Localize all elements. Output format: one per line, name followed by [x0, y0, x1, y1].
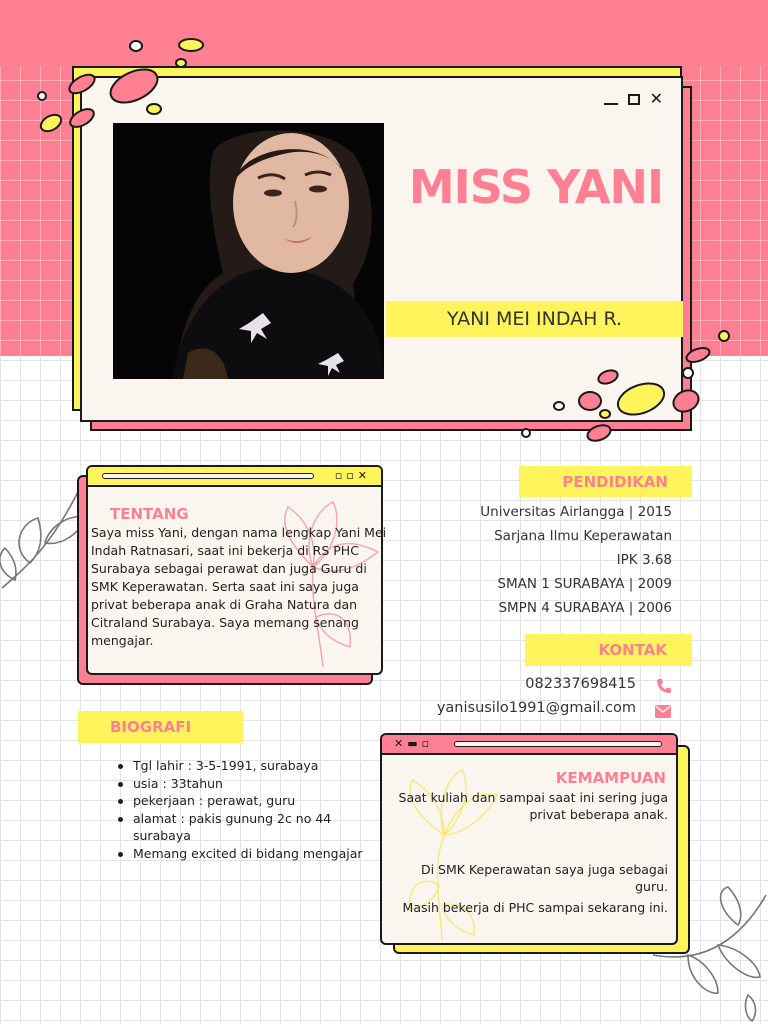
about-text: Saya miss Yani, dengan nama lengkap Yani Mei Indah Ratnasari, saat ini bekerja di RS PHC Surabaya sebagai perawat dan juga Guru di SMK Keperawatan. Serta saat ini saya juga privat beberapa anak di Graha Natura dan Citraland Surabaya. Saya memang senang mengajar. — [91, 525, 387, 648]
window-controls-icon: ✕▬▫ — [394, 737, 434, 750]
full-name-text: YANI MEI INDAH R. — [446, 308, 623, 330]
window-controls-icon: ▫▫✕ — [334, 469, 371, 482]
about-title: TENTANG — [110, 505, 189, 523]
skills-paragraph: Masih bekerja di PHC sampai sekarang ini. — [402, 900, 668, 915]
blob-decoration-top-left — [36, 36, 216, 136]
education-line: IPK 3.68 — [616, 552, 672, 568]
skills-paragraph: Di SMK Keperawatan saya juga sebagai guru. — [420, 862, 668, 894]
education-line: Universitas Airlangga | 2015 — [480, 504, 672, 520]
list-item: Tgl lahir : 3-5-1991, surabaya — [116, 757, 376, 775]
email-address: yanisusilo1991@gmail.com — [436, 700, 636, 716]
skills-window-titlebar — [382, 735, 676, 755]
education-line: SMAN 1 SURABAYA | 2009 — [497, 576, 672, 592]
portrait-illustration — [113, 123, 384, 379]
titlebar-track — [102, 473, 314, 479]
about-window-titlebar — [88, 467, 381, 487]
education-line: SMPN 4 SURABAYA | 2006 — [498, 600, 672, 616]
phone-number: 082337698415 — [525, 676, 636, 692]
education-list — [400, 500, 672, 620]
skills-title: KEMAMPUAN — [555, 769, 666, 787]
list-item: pekerjaan : perawat, guru — [116, 792, 376, 810]
close-icon: ✕ — [649, 89, 663, 108]
education-line: Sarjana Ilmu Keperawatan — [494, 528, 672, 544]
headline-title: MISS YANI — [408, 160, 664, 214]
window-controls — [604, 89, 663, 108]
biography-title: BIOGRAFI — [110, 718, 192, 736]
full-name-banner — [386, 301, 683, 337]
skills-paragraph: Saat kuliah dan sampai saat ini sering juga privat beberapa anak. — [398, 790, 668, 822]
mail-icon — [655, 705, 671, 718]
titlebar-track — [454, 741, 662, 747]
list-item: alamat : pakis gunung 2c no 44 surabaya — [116, 810, 376, 845]
maximize-icon — [628, 94, 640, 105]
phone-icon — [656, 678, 672, 694]
contact-title: KONTAK — [598, 641, 667, 659]
minimize-icon — [604, 103, 618, 105]
blob-decoration-hero-right — [548, 325, 738, 440]
profile-photo — [113, 123, 384, 379]
biography-list — [116, 757, 376, 862]
list-item: Memang excited di bidang mengajar — [116, 845, 376, 863]
list-item: usia : 33tahun — [116, 775, 376, 793]
education-title: PENDIDIKAN — [562, 473, 668, 491]
